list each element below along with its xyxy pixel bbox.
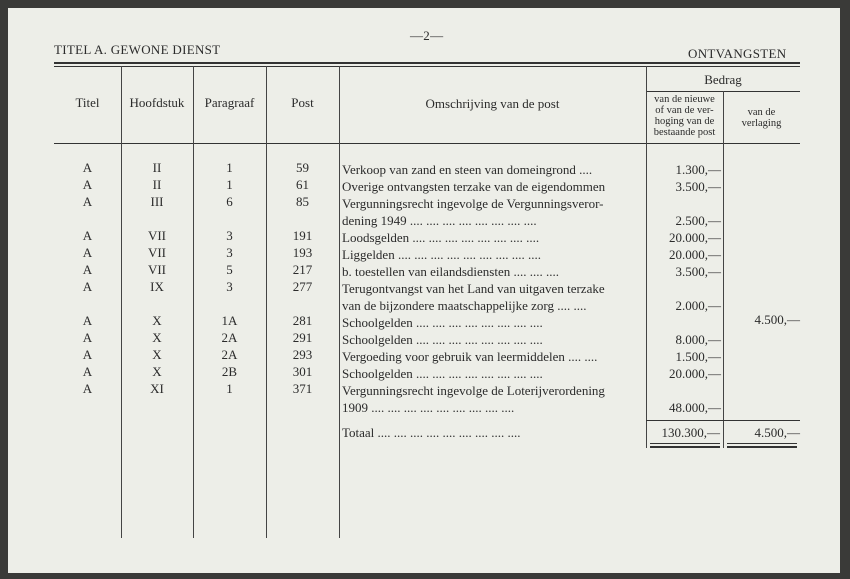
- cell-description: dening 1949 .... .... .... .... .... .... .... ....: [342, 213, 537, 228]
- cell-hoofdstuk: IX: [150, 279, 164, 294]
- cell-paragraaf: 3: [226, 228, 233, 243]
- cell-titel: A: [82, 262, 93, 277]
- cell-titel: A: [82, 160, 93, 175]
- cell-description: Vergoeding voor gebruik van leermiddelen .... ....: [342, 349, 598, 364]
- cell-hoofdstuk: X: [152, 330, 162, 345]
- cell-amount: 20.000,—: [669, 247, 721, 262]
- double-underline: [650, 443, 720, 444]
- cell-post: 85: [296, 194, 309, 209]
- cell-hoofdstuk: II: [152, 160, 162, 175]
- cell-post: 277: [292, 279, 313, 294]
- cell-description: 1909 .... .... .... .... .... .... .... .... ....: [342, 400, 515, 415]
- cell-description: Schoolgelden .... .... .... .... .... .... .... ....: [342, 332, 543, 347]
- double-underline: [650, 446, 720, 448]
- cell-amount: 1.300,—: [675, 162, 721, 177]
- cell-paragraaf: 5: [226, 262, 233, 277]
- col-divider: [339, 66, 340, 538]
- total-amount-verlaging: 4.500,—: [754, 425, 800, 440]
- col-divider: [723, 91, 724, 448]
- cell-paragraaf: 1: [226, 160, 233, 175]
- page-number: —2—: [410, 28, 444, 43]
- cell-amount: 2.000,—: [675, 298, 721, 313]
- col-divider: [193, 66, 194, 538]
- cell-post: 193: [292, 245, 313, 260]
- cell-paragraaf: 1: [226, 177, 233, 192]
- cell-description: Verkoop van zand en steen van domeingrond ....: [342, 162, 593, 177]
- cell-paragraaf: 6: [226, 194, 233, 209]
- total-rule: [723, 420, 800, 421]
- cell-post: 371: [292, 381, 313, 396]
- cell-hoofdstuk: II: [152, 177, 162, 192]
- cell-description: Terugontvangst van het Land van uitgaven terzake: [342, 281, 605, 296]
- cell-titel: A: [82, 330, 93, 345]
- cell-description: Overige ontvangsten terzake van de eigendommen: [342, 179, 606, 194]
- cell-hoofdstuk: X: [152, 364, 162, 379]
- cell-titel: A: [82, 279, 93, 294]
- cell-post: 59: [296, 160, 309, 175]
- cell-description: Schoolgelden .... .... .... .... .... .... .... ....: [342, 315, 543, 330]
- cell-description: van de bijzondere maatschappelijke zorg .... ....: [342, 298, 587, 313]
- cell-titel: A: [82, 347, 93, 362]
- col-divider: [121, 66, 122, 538]
- col-header-post: Post: [291, 95, 314, 110]
- cell-titel: A: [82, 245, 93, 260]
- cell-post: 61: [296, 177, 309, 192]
- cell-hoofdstuk: X: [152, 347, 162, 362]
- double-underline: [727, 446, 797, 448]
- cell-description: Loodsgelden .... .... .... .... .... .... .... ....: [342, 230, 540, 245]
- cell-paragraaf: 2A: [221, 330, 238, 345]
- cell-post: 191: [292, 228, 313, 243]
- cell-titel: A: [82, 194, 93, 209]
- cell-hoofdstuk: XI: [150, 381, 164, 396]
- cell-titel: A: [82, 177, 93, 192]
- col-header-titel: Titel: [75, 95, 100, 110]
- cell-amount: 20.000,—: [669, 366, 721, 381]
- cell-amount: 8.000,—: [675, 332, 721, 347]
- cell-amount: 48.000,—: [669, 400, 721, 415]
- cell-hoofdstuk: VII: [147, 262, 167, 277]
- total-rule: [646, 420, 723, 421]
- top-rule-thin: [54, 66, 800, 67]
- cell-paragraaf: 1A: [221, 313, 238, 328]
- cell-paragraaf: 2A: [221, 347, 238, 362]
- cell-post: 281: [292, 313, 313, 328]
- cell-titel: A: [82, 364, 93, 379]
- col-header-bedrag-nieuw: van de nieuwe of van de ver- hoging van de bestaande post: [653, 94, 716, 138]
- cell-paragraaf: 2B: [221, 364, 238, 379]
- col-header-paragraaf: Paragraaf: [204, 95, 255, 110]
- cell-paragraaf: 3: [226, 279, 233, 294]
- cell-post: 291: [292, 330, 313, 345]
- header-bottom-rule: [54, 143, 800, 144]
- cell-hoofdstuk: X: [152, 313, 162, 328]
- cell-titel: A: [82, 228, 93, 243]
- col-header-bedrag-verlaging: van de verlaging: [741, 107, 782, 129]
- col-divider: [266, 66, 267, 538]
- col-header-bedrag: Bedrag: [704, 72, 742, 87]
- cell-amount: 1.500,—: [675, 349, 721, 364]
- cell-titel: A: [82, 381, 93, 396]
- col-header-hoofdstuk: Hoofdstuk: [129, 95, 185, 110]
- cell-description: Vergunningsrecht ingevolge de Loterijverordening: [342, 383, 605, 398]
- cell-amount: 3.500,—: [675, 264, 721, 279]
- cell-paragraaf: 3: [226, 245, 233, 260]
- cell-description: Vergunningsrecht ingevolge de Vergunningsveror-: [342, 196, 604, 211]
- cell-description: b. toestellen van eilandsdiensten .... .... ....: [342, 264, 559, 279]
- cell-post: 293: [292, 347, 313, 362]
- cell-amount-verlaging: 4.500,—: [754, 312, 800, 327]
- top-rule: [54, 62, 800, 64]
- cell-amount: 20.000,—: [669, 230, 721, 245]
- section-type: ONTVANGSTEN: [688, 46, 787, 61]
- cell-hoofdstuk: VII: [147, 228, 167, 243]
- cell-post: 301: [292, 364, 313, 379]
- cell-post: 217: [292, 262, 313, 277]
- cell-amount: 3.500,—: [675, 179, 721, 194]
- total-amount-nieuw: 130.300,—: [661, 425, 720, 440]
- cell-titel: A: [82, 313, 93, 328]
- double-underline: [727, 443, 797, 444]
- cell-paragraaf: 1: [226, 381, 233, 396]
- cell-description: Liggelden .... .... .... .... .... .... .... .... ....: [342, 247, 541, 262]
- cell-hoofdstuk: III: [150, 194, 164, 209]
- cell-amount: 2.500,—: [675, 213, 721, 228]
- section-title: TITEL A. GEWONE DIENST: [54, 42, 221, 57]
- cell-description: Schoolgelden .... .... .... .... .... .... .... ....: [342, 366, 543, 381]
- total-label: Totaal .... .... .... .... .... .... .... .... ....: [342, 425, 521, 440]
- cell-hoofdstuk: VII: [147, 245, 167, 260]
- col-header-omschrijving: Omschrijving van de post: [425, 96, 560, 111]
